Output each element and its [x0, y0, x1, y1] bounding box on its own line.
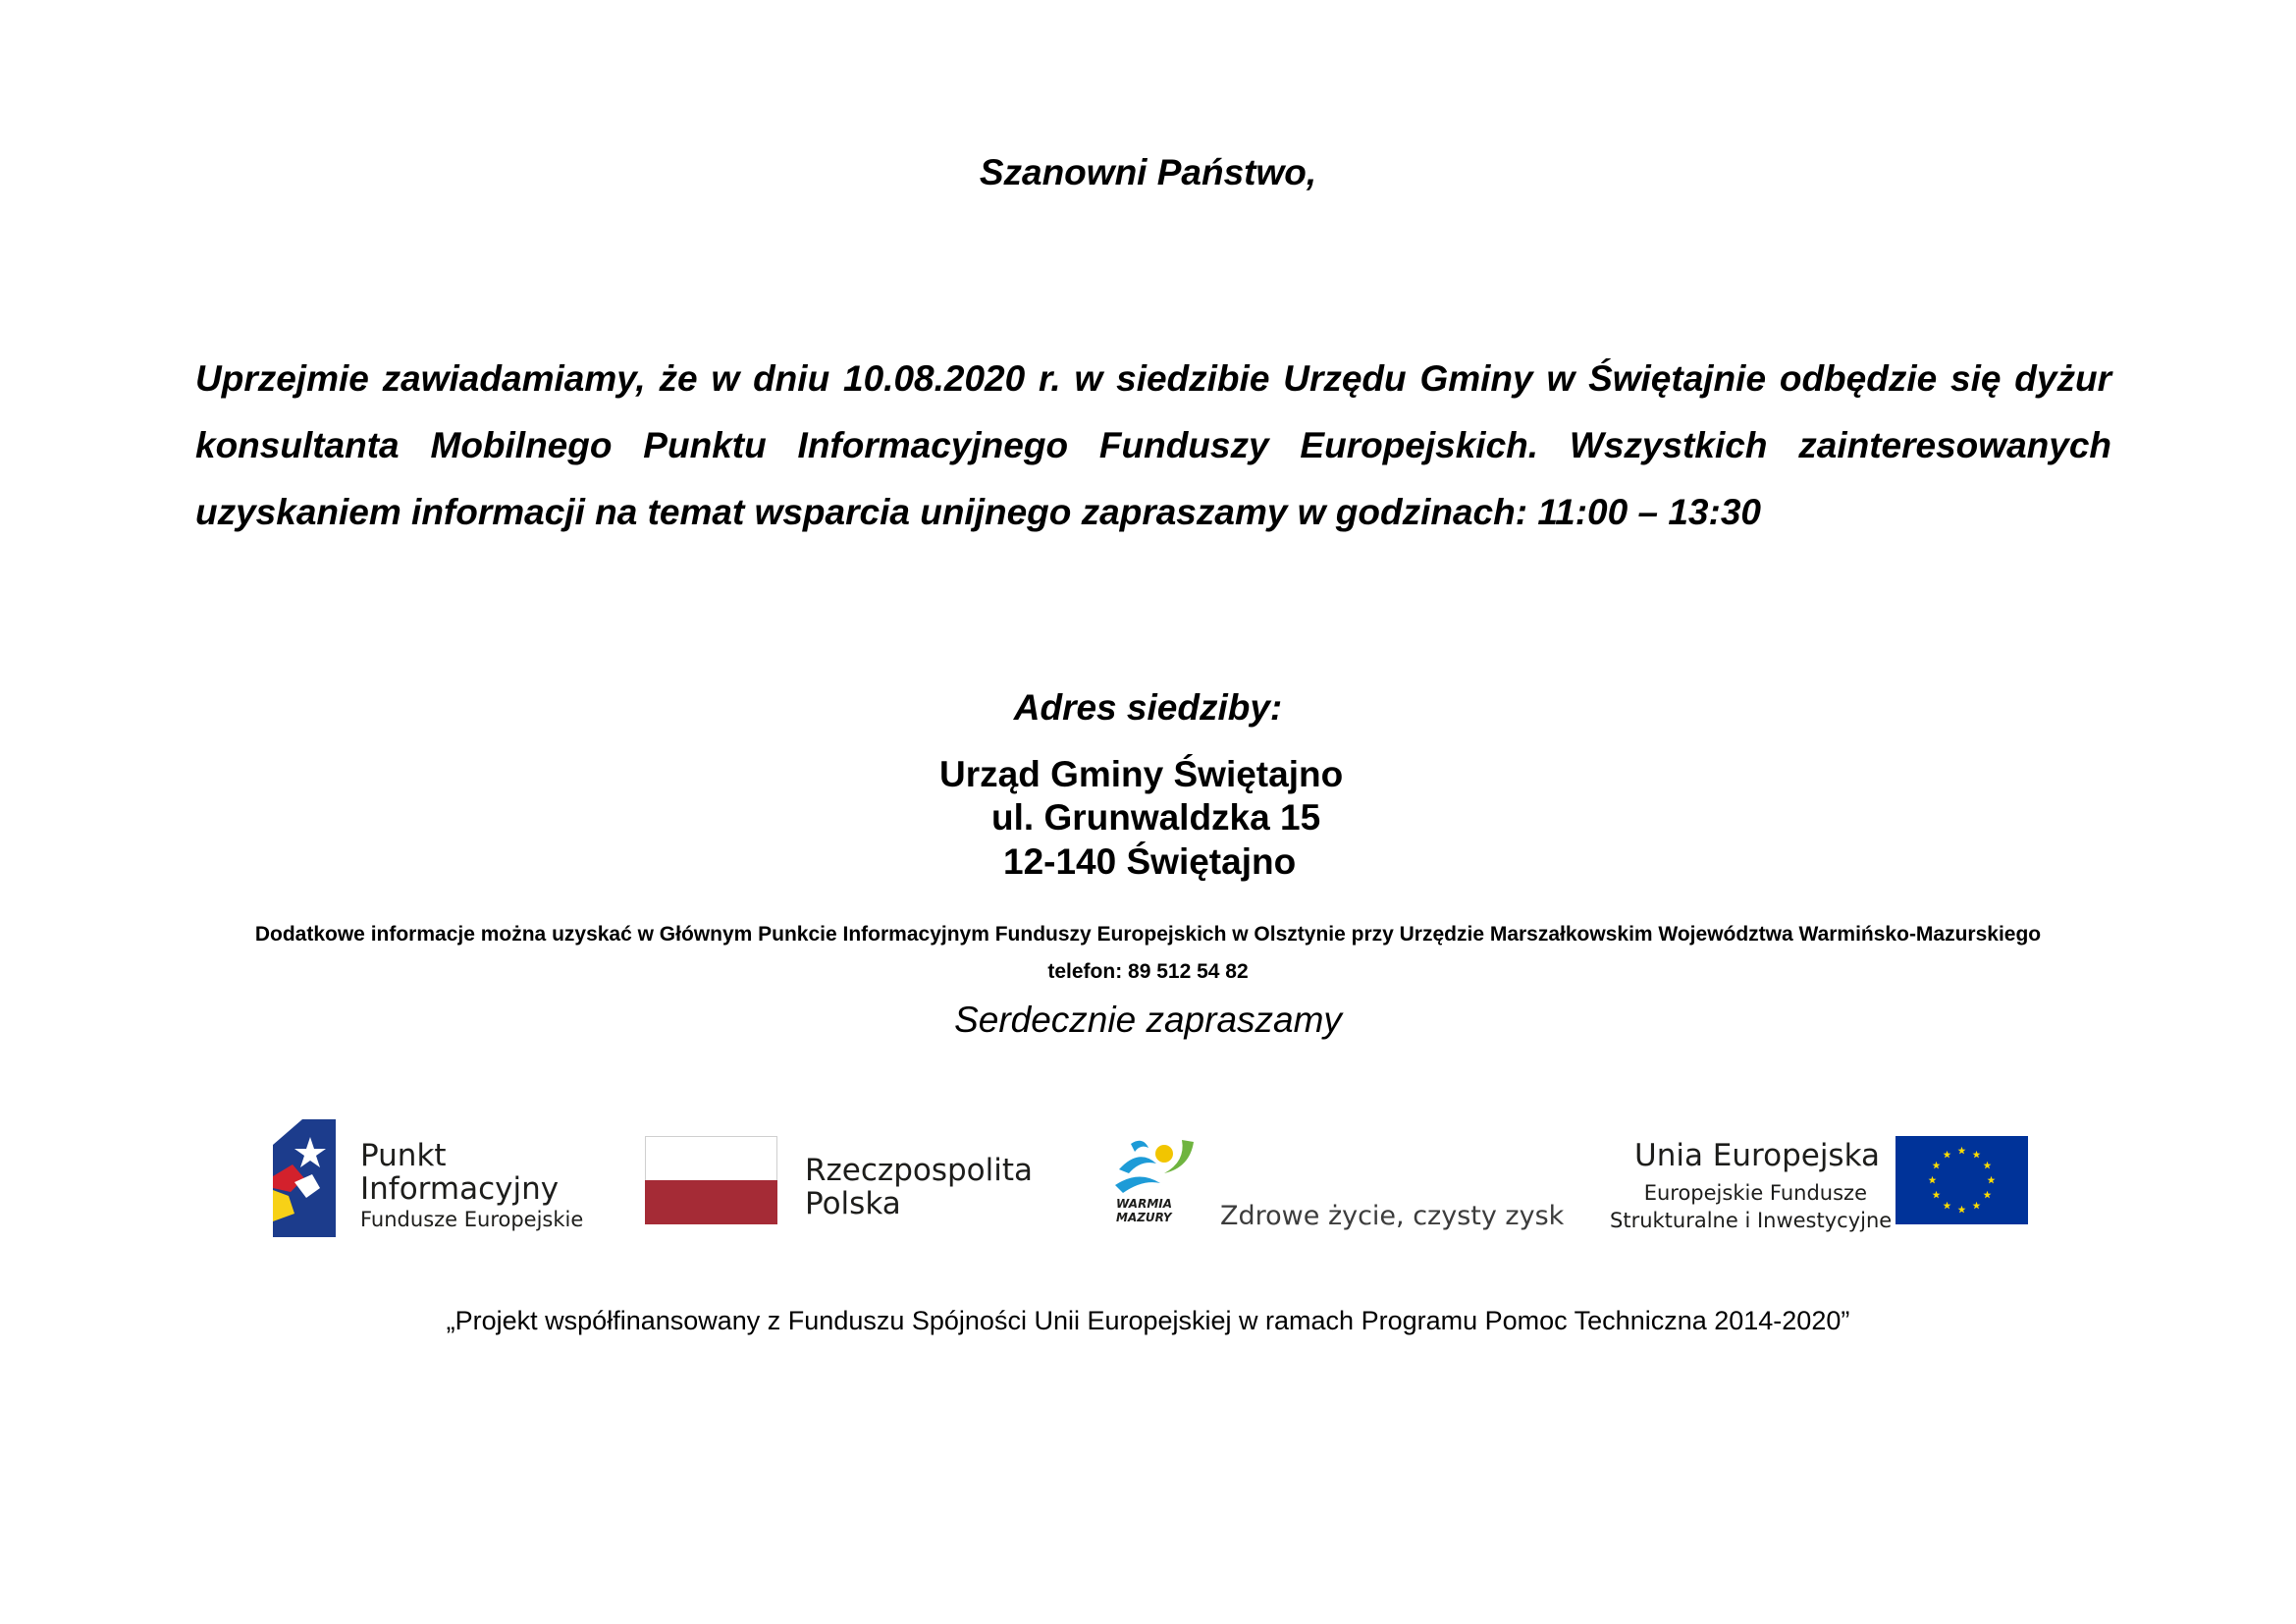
punkt-logo-title — [360, 1139, 559, 1206]
eu-logo-title: Unia Europejska — [1634, 1138, 1880, 1173]
announcement-text: Uprzejmie zawiadamiamy, że w dniu 10.08.2020 r. w siedzibie Urzędu Gminy w Świętajnie odbędzie się dyżur konsultanta Mobilnego Punktu Informacyjnego Funduszy Europejskich. Wszystkich zainteresowanych uzyskaniem informacji na temat wsparcia unijnego zapraszamy w godzinach: 11:00 – 13:30 — [195, 358, 2111, 532]
polish-flag-icon — [645, 1136, 777, 1224]
additional-info: Dodatkowe informacje można uzyskać w Głównym Punkcie Informacyjnym Funduszy Europejskich w Olsztynie przy Urzędzie Marszałkowskim Województwa Warmińsko-Mazurskiego — [254, 923, 2042, 946]
rp-logo-line1: Rzeczpospolita — [805, 1153, 1034, 1188]
eu-flag-icon — [1896, 1136, 2028, 1224]
address-label: Adres siedziby: — [1013, 687, 1283, 728]
punkt-logo-line2: Informacyjny — [360, 1171, 560, 1207]
invitation: Serdecznie zapraszamy — [954, 1000, 1342, 1040]
address-postal: 12-140 Świętajno — [1003, 841, 1297, 882]
warmia-mazury-logo-icon — [1113, 1134, 1201, 1197]
phone-number: telefon: 89 512 54 82 — [1047, 960, 1249, 983]
punkt-logo-line1: Punkt — [360, 1138, 447, 1173]
punkt-informacyjny-logo-icon — [273, 1119, 336, 1237]
eu-logo-subtitle-line2: Strukturalne i Inwestycyjne — [1610, 1209, 1893, 1232]
warmia-mazury-wordmark — [1116, 1197, 1172, 1224]
punkt-logo-subtitle: Fundusze Europejskie — [360, 1208, 584, 1231]
eu-logo-subtitle — [1610, 1179, 1893, 1234]
rp-logo-line2: Polska — [805, 1186, 901, 1221]
greeting: Szanowni Państwo, — [979, 152, 1317, 192]
warmia-mazury-slogan: Zdrowe życie, czysty zysk — [1220, 1201, 1565, 1231]
eu-logo-subtitle-line1: Europejskie Fundusze — [1643, 1181, 1867, 1205]
rp-logo-title — [805, 1154, 1033, 1220]
address-street: ul. Grunwaldzka 15 — [991, 797, 1321, 838]
warmia-wordmark-line2: MAZURY — [1116, 1211, 1172, 1224]
warmia-wordmark-line1: WARMIA — [1116, 1197, 1173, 1211]
address-office: Urząd Gminy Świętajno — [939, 754, 1344, 794]
project-funding-note: „Projekt współfinansowany z Funduszu Spójności Unii Europejskiej w ramach Programu Pomoc Techniczna 2014-2020” — [446, 1306, 1850, 1335]
